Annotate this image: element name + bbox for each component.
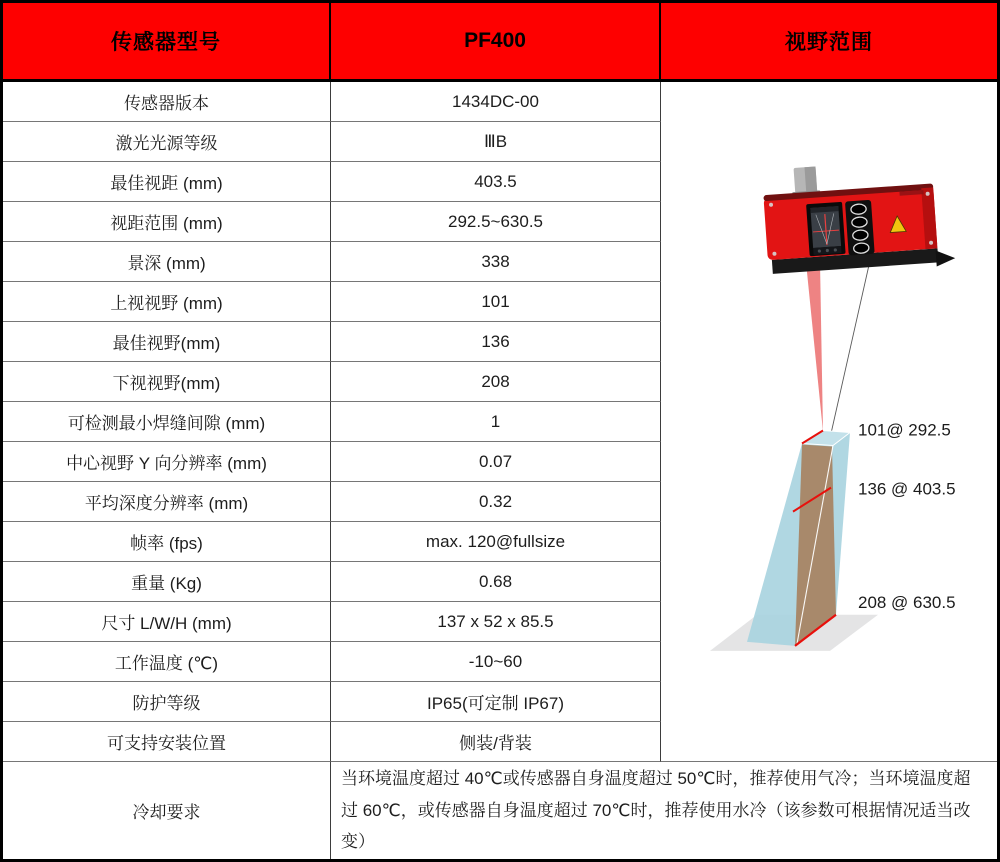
spec-label-cell: 景深 (mm) — [3, 242, 331, 282]
spec-value-cell: 136 — [331, 322, 661, 362]
sensor-base-wedge — [936, 249, 956, 266]
spec-value-cell: 403.5 — [331, 162, 661, 202]
fov-annotation-101: 101@ 292.5 — [857, 420, 951, 440]
spec-value-cell: 侧装/背装 — [331, 722, 661, 762]
spec-label-cell: 防护等级 — [3, 682, 331, 722]
spec-label-cell: 最佳视野(mm) — [3, 322, 331, 362]
spec-label-cell: 上视视野 (mm) — [3, 282, 331, 322]
spec-label-cell: 最佳视距 (mm) — [3, 162, 331, 202]
spec-value-cell: 0.32 — [331, 482, 661, 522]
spec-value-cell: 1 — [331, 402, 661, 442]
fov-diagram-svg — [661, 82, 997, 761]
laser-beam-cone — [806, 262, 823, 431]
spec-value-cell: -10~60 — [331, 642, 661, 682]
fov-annotation-136: 136 @ 403.5 — [857, 479, 956, 499]
header-cell-fov-label: 视野范围 — [661, 3, 997, 82]
spec-label-cell: 尺寸 L/W/H (mm) — [3, 602, 331, 642]
laser-plane — [795, 445, 836, 646]
spec-value-cell: 338 — [331, 242, 661, 282]
spec-value-cell: max. 120@fullsize — [331, 522, 661, 562]
sensor-button — [852, 217, 868, 228]
cooling-text-cell — [331, 762, 997, 859]
leader-line — [831, 247, 873, 433]
fov-annotation-208: 208 @ 630.5 — [857, 592, 956, 612]
spec-value-cell: 101 — [331, 282, 661, 322]
spec-value-cell: 137 x 52 x 85.5 — [331, 602, 661, 642]
spec-label-cell: 重量 (Kg) — [3, 562, 331, 602]
spec-label-cell: 可检测最小焊缝间隙 (mm) — [3, 402, 331, 442]
header-cell-model-value: PF400 — [331, 3, 661, 82]
spec-value-cell: 1434DC-00 — [331, 82, 661, 122]
spec-value-cell: 292.5~630.5 — [331, 202, 661, 242]
sensor-button — [853, 243, 869, 254]
spec-value-cell: 0.07 — [331, 442, 661, 482]
spec-label-cell: 帧率 (fps) — [3, 522, 331, 562]
spec-label-cell: 传感器版本 — [3, 82, 331, 122]
spec-label-cell: 下视视野(mm) — [3, 362, 331, 402]
cooling-label-cell: 冷却要求 — [3, 762, 331, 859]
spec-value-cell: IP65(可定制 IP67) — [331, 682, 661, 722]
sensor-illustration — [762, 157, 956, 278]
spec-label-cell: 视距范围 (mm) — [3, 202, 331, 242]
header-cell-model-label: 传感器型号 — [3, 3, 331, 82]
sensor-button — [852, 230, 868, 241]
spec-value-cell: 0.68 — [331, 562, 661, 602]
spec-label-cell: 激光光源等级 — [3, 122, 331, 162]
fov-diagram-cell — [661, 82, 997, 762]
cooling-text: 当环境温度超过 40℃或传感器自身温度超过 50℃时，推荐使用气冷；当环境温度超过 60℃，或传感器自身温度超过 70℃时，推荐使用水冷（该参数可根据情况适当改变） — [341, 769, 971, 852]
spec-label-cell: 中心视野 Y 向分辨率 (mm) — [3, 442, 331, 482]
spec-value-cell: ⅢB — [331, 122, 661, 162]
spec-label-cell: 工作温度 (℃) — [3, 642, 331, 682]
sensor-button — [851, 204, 867, 215]
spec-label-cell: 可支持安装位置 — [3, 722, 331, 762]
spec-value-cell: 208 — [331, 362, 661, 402]
spec-label-cell: 平均深度分辨率 (mm) — [3, 482, 331, 522]
